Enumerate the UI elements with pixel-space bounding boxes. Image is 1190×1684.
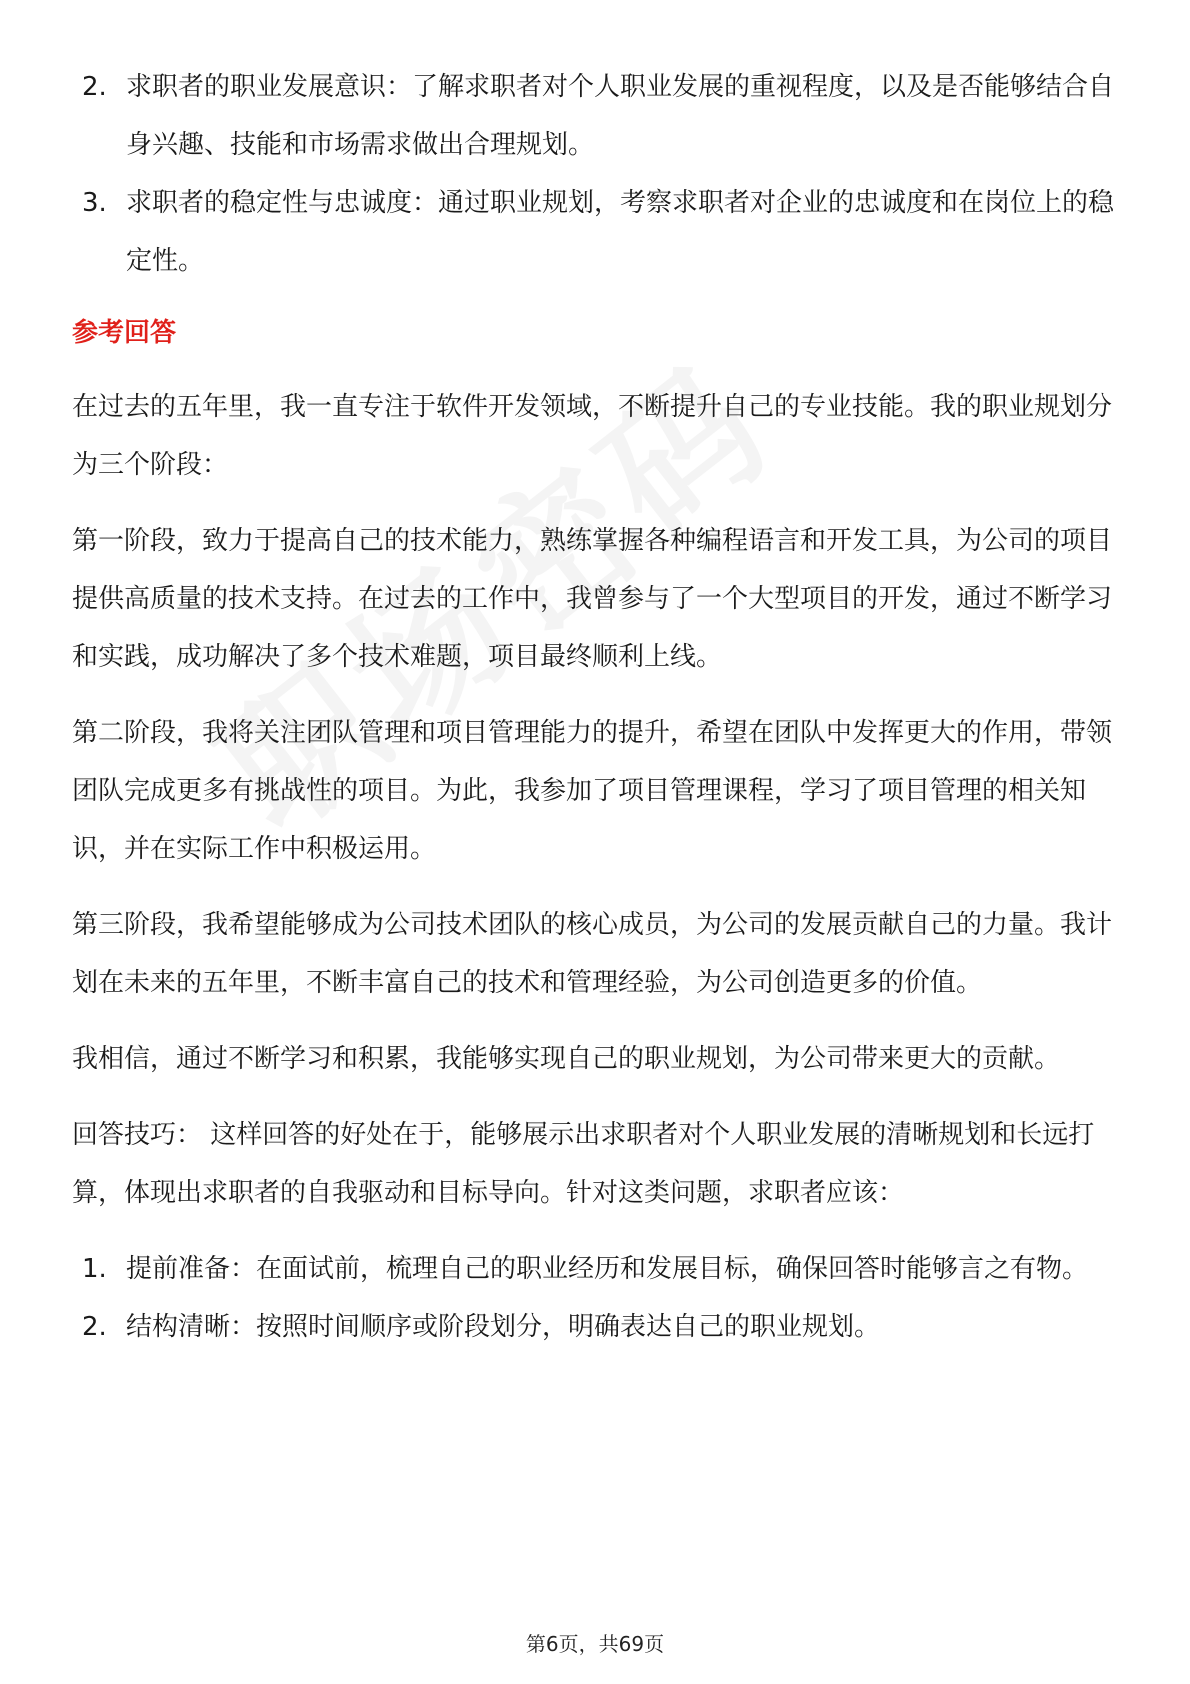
paragraph: 第三阶段，我希望能够成为公司技术团队的核心成员，为公司的发展贡献自己的力量。我计划在未来的五年里，不断丰富自己的技术和管理经验，为公司创造更多的价值。 [72, 910, 1113, 998]
list-item-text: 提前准备：在面试前，梳理自己的职业经历和发展目标，确保回答时能够言之有物。 [126, 1254, 1089, 1284]
list-item [72, 1298, 1122, 1356]
list-item [72, 58, 1122, 174]
paragraph: 第一阶段，致力于提高自己的技术能力，熟练掌握各种编程语言和开发工具，为公司的项目提供高质量的技术支持。在过去的工作中，我曾参与了一个大型项目的开发，通过不断学习和实践，成功解决了多个技术难题，项目最终顺利上线。 [72, 526, 1113, 672]
list-item-number: 2. [82, 72, 107, 102]
list-item-number: 2. [82, 1312, 107, 1342]
paragraph: 回答技巧： 这样回答的好处在于，能够展示出求职者对个人职业发展的清晰规划和长远打算，体现出求职者的自我驱动和目标导向。针对这类问题，求职者应该： [72, 1120, 1095, 1208]
list-item-number: 3. [82, 188, 107, 218]
page-content [72, 58, 1122, 1356]
paragraph: 在过去的五年里，我一直专注于软件开发领域，不断提升自己的专业技能。我的职业规划分为三个阶段： [72, 392, 1113, 480]
list-item-text: 求职者的稳定性与忠诚度：通过职业规划，考察求职者对企业的忠诚度和在岗位上的稳定性。 [126, 188, 1115, 276]
evaluation-points-list [72, 58, 1122, 290]
list-item [72, 174, 1122, 290]
page-footer: 第6页，共69页 [525, 1632, 665, 1656]
section-heading: 参考回答 [72, 318, 177, 348]
list-item-number: 1. [82, 1254, 107, 1284]
paragraph: 我相信，通过不断学习和积累，我能够实现自己的职业规划，为公司带来更大的贡献。 [72, 1044, 1061, 1074]
list-item-text: 求职者的职业发展意识：了解求职者对个人职业发展的重视程度，以及是否能够结合自身兴趣、技能和市场需求做出合理规划。 [126, 72, 1115, 160]
paragraph: 第二阶段，我将关注团队管理和项目管理能力的提升，希望在团队中发挥更大的作用，带领团队完成更多有挑战性的项目。为此，我参加了项目管理课程，学习了项目管理的相关知识，并在实际工作中积极运用。 [72, 718, 1113, 864]
list-item-text: 结构清晰：按照时间顺序或阶段划分，明确表达自己的职业规划。 [126, 1312, 881, 1342]
list-item [72, 1240, 1122, 1298]
tips-list [72, 1240, 1122, 1356]
